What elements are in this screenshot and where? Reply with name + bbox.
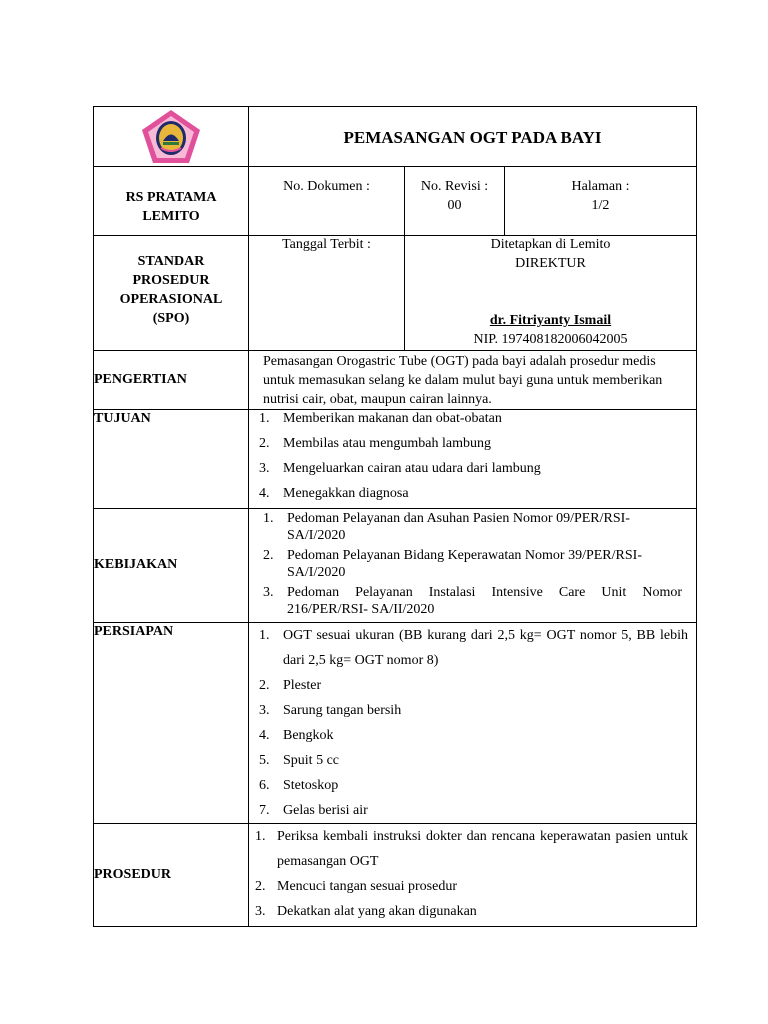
spo-line3: OPERASIONAL — [119, 291, 223, 307]
pengertian-label: PENGERTIAN — [94, 351, 249, 410]
hospital-name-line1: RS PRATAMA — [125, 190, 217, 206]
persiapan-cell — [249, 623, 697, 824]
list-item — [259, 410, 686, 435]
list-item — [259, 623, 688, 673]
hospital-name-line2: LEMITO — [142, 209, 200, 224]
spo-line2: PROSEDUR — [132, 272, 210, 288]
page-label: Halaman : — [571, 179, 630, 194]
spo-table — [93, 106, 697, 927]
logo-cell — [94, 107, 249, 167]
doc-info-cell — [249, 167, 697, 236]
list-text: Plester — [283, 678, 322, 693]
page-value: 1/2 — [591, 197, 610, 213]
list-text: Stetoskop — [283, 778, 339, 793]
list-text: Periksa kembali instruksi dokter dan rencana keperawatan pasien untuk pemasangan OGT — [277, 829, 688, 869]
doc-number-label: No. Dokumen : — [283, 179, 370, 194]
list-item — [263, 584, 682, 618]
list-number: 3. — [259, 461, 270, 476]
list-number: 6. — [259, 778, 270, 793]
list-number: 4. — [259, 486, 270, 501]
list-item — [259, 485, 686, 508]
list-text: Menegakkan diagnosa — [283, 486, 409, 501]
list-number: 4. — [259, 728, 270, 743]
list-number: 7. — [259, 803, 270, 818]
list-item — [259, 435, 686, 460]
kebijakan-cell — [249, 509, 697, 623]
list-number: 3. — [255, 904, 266, 919]
doc-info-grid — [249, 167, 696, 235]
hospital-logo-icon — [139, 108, 203, 166]
issue-date-field — [249, 236, 405, 350]
tujuan-label: TUJUAN — [94, 410, 249, 509]
prosedur-list — [255, 824, 688, 924]
pengertian-text: Pemasangan Orogastric Tube (OGT) pada bayi adalah prosedur medis untuk memasukan selang ke dalam mulut bayi guna untuk memberikan nutrisi cair, obat, maupun cairan lainnya. — [249, 351, 697, 410]
hospital-name-cell — [94, 167, 249, 236]
list-text: Membilas atau mengumbah lambung — [283, 436, 492, 451]
list-item — [263, 547, 682, 581]
list-number: 1. — [259, 628, 270, 643]
list-number: 1. — [263, 511, 274, 526]
list-number: 5. — [259, 753, 270, 768]
list-text: Pedoman Pelayanan Instalasi Intensive Care Unit Nomor 216/PER/RSI- SA/II/2020 — [287, 585, 682, 617]
prosedur-label: PROSEDUR — [94, 824, 249, 927]
list-number: 2. — [259, 678, 270, 693]
prosedur-cell — [249, 824, 697, 927]
approval-cell — [249, 236, 697, 351]
title-cell — [249, 107, 697, 167]
spo-cell — [94, 236, 249, 351]
list-text: Pedoman Pelayanan dan Asuhan Pasien Nomor 09/PER/RSI-SA/I/2020 — [287, 511, 630, 543]
list-text: Sarung tangan bersih — [283, 703, 402, 718]
list-number: 1. — [259, 411, 270, 426]
doc-number-field — [249, 167, 405, 235]
list-text: Mencuci tangan sesuai prosedur — [277, 879, 457, 894]
list-text: Mengeluarkan cairan atau udara dari lambung — [283, 461, 541, 476]
list-text: Gelas berisi air — [283, 803, 368, 818]
approver-title: DIREKTUR — [515, 255, 586, 271]
persiapan-list — [259, 623, 688, 823]
tujuan-cell — [249, 410, 697, 509]
approver-nip: NIP. 197408182006042005 — [473, 331, 628, 347]
list-text: Bengkok — [283, 728, 334, 743]
list-text: OGT sesuai ukuran (BB kurang dari 2,5 kg= OGT nomor 5, BB lebih dari 2,5 kg= OGT nomor 8) — [283, 628, 688, 668]
revision-field — [405, 167, 505, 235]
list-text: Spuit 5 cc — [283, 753, 339, 768]
list-number: 2. — [259, 436, 270, 451]
approval-block — [405, 236, 697, 350]
list-item — [259, 798, 688, 823]
issue-date-label: Tanggal Terbit : — [282, 237, 371, 252]
persiapan-label: PERSIAPAN — [94, 623, 249, 824]
spo-line4: (SPO) — [152, 310, 190, 326]
list-item — [259, 723, 688, 748]
kebijakan-label: KEBIJAKAN — [94, 509, 249, 623]
list-item — [259, 460, 686, 485]
approver-name: dr. Fitriyanty Ismail — [489, 312, 612, 328]
list-number: 1. — [255, 829, 266, 844]
list-text: Dekatkan alat yang akan digunakan — [277, 904, 477, 919]
list-item — [259, 773, 688, 798]
list-item — [259, 673, 688, 698]
tujuan-list — [259, 410, 686, 508]
list-item — [255, 899, 688, 924]
list-item — [255, 874, 688, 899]
list-number: 2. — [255, 879, 266, 894]
list-text: Memberikan makanan dan obat-obatan — [283, 411, 502, 426]
list-item — [255, 824, 688, 874]
list-number: 3. — [259, 703, 270, 718]
list-number: 3. — [263, 585, 274, 600]
approval-grid — [249, 236, 696, 350]
revision-label: No. Revisi : — [420, 179, 489, 194]
spo-line1: STANDAR — [137, 254, 205, 269]
document-title: PEMASANGAN OGT PADA BAYI — [343, 128, 602, 147]
list-item — [263, 510, 682, 544]
kebijakan-list — [263, 510, 682, 618]
list-number: 2. — [263, 548, 274, 563]
list-item — [259, 748, 688, 773]
page-field — [505, 167, 697, 235]
approved-at: Ditetapkan di Lemito — [490, 237, 611, 252]
list-item — [259, 698, 688, 723]
list-text: Pedoman Pelayanan Bidang Keperawatan Nomor 39/PER/RSI-SA/I/2020 — [287, 548, 642, 580]
revision-value: 00 — [447, 197, 462, 213]
